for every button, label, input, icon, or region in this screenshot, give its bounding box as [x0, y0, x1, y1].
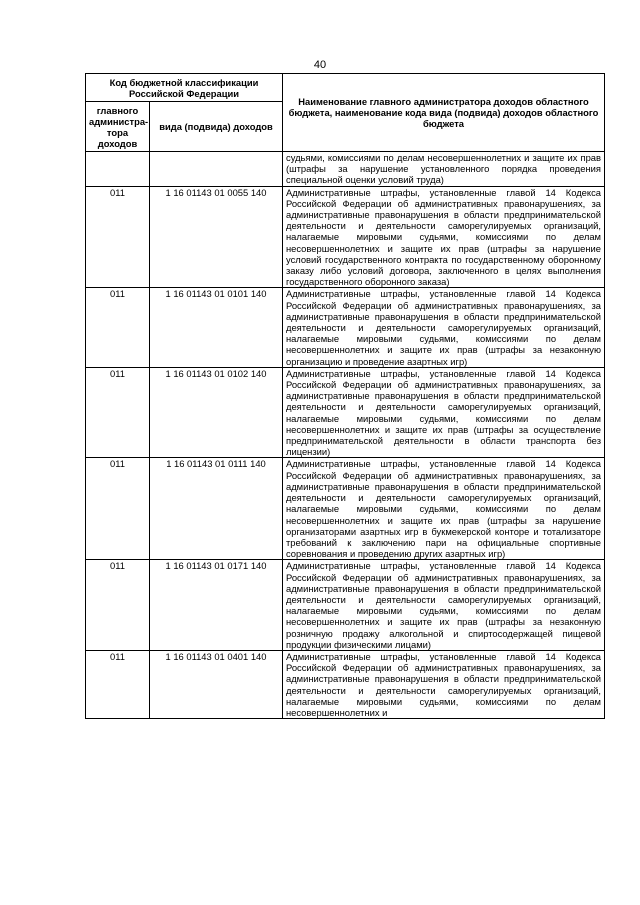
table-row: [86, 458, 605, 560]
description-cell: судьями, комиссиями по делам несовершеннолетних и защите их прав (штрафы за нарушение установленного порядка проведения специальной оценки условий труда): [283, 152, 605, 187]
table-row: [86, 288, 605, 367]
description-cell: Административные штрафы, установленные главой 14 Кодекса Российской Федерации об административных правонарушениях, за административные правонарушения в области предпринимательской деятельности и деятельности саморегулируемых организаций, налагаемые мировыми судьями, комиссиями по делам несовершеннолетних и защите их прав (штрафы за нарушение условий государственного контракта по государственному оборонному заказу либо условий договора, заключенного в целях выполнения государственного оборонного заказа): [283, 186, 605, 288]
description-cell: Административные штрафы, установленные главой 14 Кодекса Российской Федерации об административных правонарушениях, за административные правонарушения в области предпринимательской деятельности и деятельности саморегулируемых организаций, налагаемые мировыми судьями, комиссиями по делам несовершеннолетних и защите их прав (штрафы за незаконную розничную продажу алкогольной и спиртосодержащей пищевой продукции физическими лицами): [283, 560, 605, 651]
revenue-code-cell: 1 16 01143 01 0401 140: [150, 650, 283, 718]
table-row: [86, 152, 605, 187]
header-admin-column: главного администра-тора доходов: [86, 102, 150, 152]
description-cell: Административные штрафы, установленные главой 14 Кодекса Российской Федерации об административных правонарушениях, за административные правонарушения в области предпринимательской деятельности и деятельности саморегулируемых организаций, налагаемые мировыми судьями, комиссиями по делам несовершеннолетних и: [283, 650, 605, 718]
description-cell: Административные штрафы, установленные главой 14 Кодекса Российской Федерации об административных правонарушениях, за административные правонарушения в области предпринимательской деятельности и деятельности саморегулируемых организаций, налагаемые мировыми судьями, комиссиями по делам несовершеннолетних и защите их прав (штрафы за незаконную организацию и проведение азартных игр): [283, 288, 605, 367]
header-name-column: Наименование главного администратора доходов областного бюджета, наименование кода вида (подвида) доходов областного бюджета: [283, 74, 605, 152]
revenue-code-cell: 1 16 01143 01 0171 140: [150, 560, 283, 651]
table-row: [86, 650, 605, 718]
table-row: [86, 560, 605, 651]
revenue-code-cell: 1 16 01143 01 0102 140: [150, 367, 283, 458]
budget-classification-table: [85, 73, 605, 719]
revenue-code-cell: [150, 152, 283, 187]
admin-code-cell: [86, 152, 150, 187]
description-cell: Административные штрафы, установленные главой 14 Кодекса Российской Федерации об административных правонарушениях, за административные правонарушения в области предпринимательской деятельности и деятельности саморегулируемых организаций, налагаемые мировыми судьями, комиссиями по делам несовершеннолетних и защите их прав (штрафы за осуществление предпринимательской деятельности в области транспорта без лицензии): [283, 367, 605, 458]
revenue-code-cell: 1 16 01143 01 0111 140: [150, 458, 283, 560]
header-code-column: вида (подвида) доходов: [150, 102, 283, 152]
table-row: [86, 367, 605, 458]
header-classification-group: Код бюджетной классификации Российской Федерации: [86, 74, 283, 102]
admin-code-cell: 011: [86, 650, 150, 718]
revenue-code-cell: 1 16 01143 01 0055 140: [150, 186, 283, 288]
revenue-code-cell: 1 16 01143 01 0101 140: [150, 288, 283, 367]
admin-code-cell: 011: [86, 186, 150, 288]
admin-code-cell: 011: [86, 288, 150, 367]
admin-code-cell: 011: [86, 458, 150, 560]
admin-code-cell: 011: [86, 367, 150, 458]
page-number: 40: [313, 59, 327, 71]
table-row: [86, 186, 605, 288]
admin-code-cell: 011: [86, 560, 150, 651]
description-cell: Административные штрафы, установленные главой 14 Кодекса Российской Федерации об административных правонарушениях, за административные правонарушения в области предпринимательской деятельности и деятельности саморегулируемых организаций, налагаемые мировыми судьями, комиссиями по делам несовершеннолетних и защите их прав (штрафы за нарушение организаторами азартных игр в букмекерской конторе и тотализаторе требований к заключению пари на официальные спортивные соревнования и проведению других азартных игр): [283, 458, 605, 560]
